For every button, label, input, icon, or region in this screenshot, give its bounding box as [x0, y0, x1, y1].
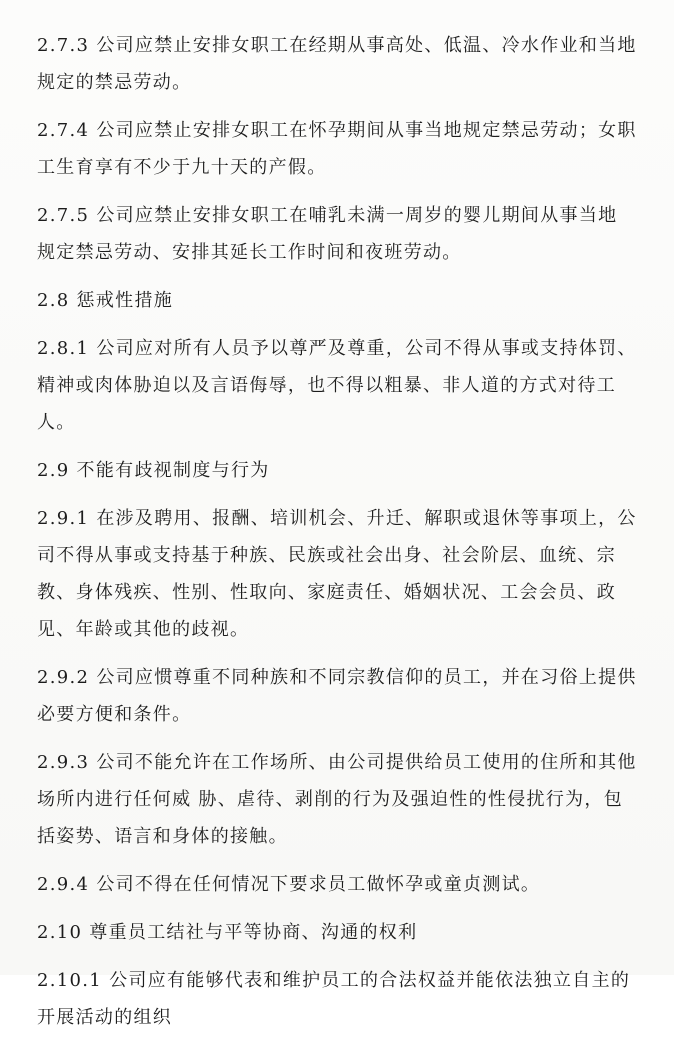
heading-text: 2.10 尊重员工结社与平等协商、沟通的权利 [37, 922, 418, 943]
text-line: 规定的禁忌劳动。 [37, 72, 192, 93]
text-line: 教、身体残疾、性别、性取向、家庭责任、婚姻状况、工会会员、政 [37, 582, 616, 603]
clause-2-9-3 [37, 744, 647, 855]
text-line: 开展活动的组织 [37, 1007, 173, 1028]
text-line: 2.10.1 公司应有能够代表和维护员工的合法权益并能依法独立自主的 [37, 970, 631, 991]
text-line: 2.9.3 公司不能允许在工作场所、由公司提供给员工使用的住所和其他 [37, 752, 637, 773]
clause-2-10-1 [37, 962, 647, 1036]
clause-2-9-1 [37, 500, 647, 648]
section-heading-2-8 [37, 282, 647, 319]
clause-2-9-4 [37, 866, 647, 903]
section-heading-2-10 [37, 914, 647, 951]
text-line: 2.8.1 公司应对所有人员予以尊严及尊重，公司不得从事或支持体罚、 [37, 338, 637, 359]
text-line: 见、年龄或其他的歧视。 [37, 619, 250, 640]
clause-2-9-2 [37, 659, 647, 733]
text-line: 人。 [37, 412, 76, 433]
text-line: 工生育享有不少于九十天的产假。 [37, 157, 327, 178]
text-line: 2.9.1 在涉及聘用、报酬、培训机会、升迁、解职或退休等事项上，公 [37, 508, 637, 529]
text-line: 2.7.3 公司应禁止安排女职工在经期从事高处、低温、冷水作业和当地 [37, 35, 637, 56]
text-line: 规定禁忌劳动、安排其延长工作时间和夜班劳动。 [37, 242, 462, 263]
text-line: 2.9.2 公司应惯尊重不同种族和不同宗教信仰的员工，并在习俗上提供 [37, 667, 637, 688]
clause-2-8-1 [37, 330, 647, 441]
text-line: 场所内进行任何威 胁、虐待、剥削的行为及强迫性的性侵扰行为，包 [37, 789, 624, 810]
heading-text: 2.8 惩戒性措施 [37, 290, 174, 311]
document-body [37, 27, 647, 1047]
text-line: 2.7.4 公司应禁止安排女职工在怀孕期间从事当地规定禁忌劳动；女职 [37, 120, 637, 141]
text-line: 2.7.5 公司应禁止安排女职工在哺乳未满一周岁的婴儿期间从事当地 [37, 205, 618, 226]
clause-2-7-4 [37, 112, 647, 186]
text-line: 必要方便和条件。 [37, 704, 192, 725]
clause-2-7-3 [37, 27, 647, 101]
text-line: 司不得从事或支持基于种族、民族或社会出身、社会阶层、血统、宗 [37, 545, 616, 566]
heading-text: 2.9 不能有歧视制度与行为 [37, 460, 270, 481]
clause-2-7-5 [37, 197, 647, 271]
section-heading-2-9 [37, 452, 647, 489]
text-line: 精神或肉体胁迫以及言语侮辱，也不得以粗暴、非人道的方式对待工 [37, 375, 616, 396]
text-line: 2.9.4 公司不得在任何情况下要求员工做怀孕或童贞测试。 [37, 874, 541, 895]
text-line: 括姿势、语言和身体的接触。 [37, 826, 288, 847]
